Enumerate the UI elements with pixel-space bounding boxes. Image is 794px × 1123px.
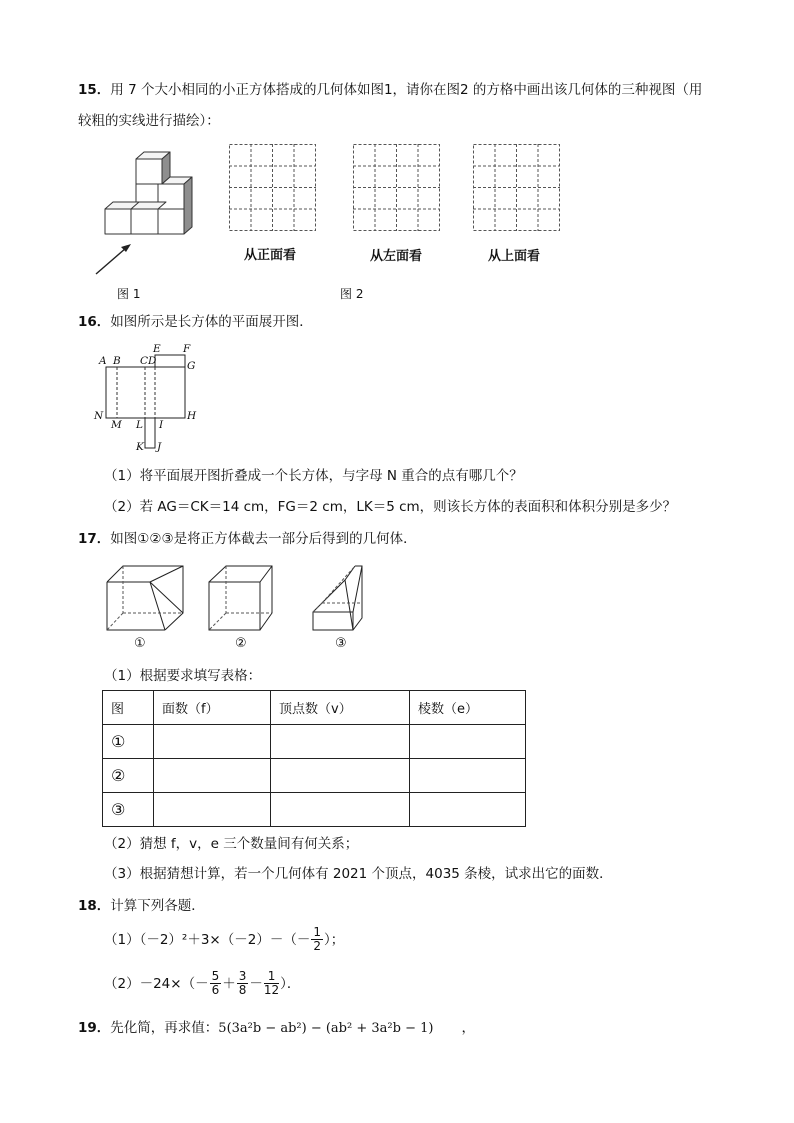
label-M: M xyxy=(111,419,122,431)
answer-cell[interactable] xyxy=(154,759,271,793)
answer-cell[interactable] xyxy=(410,793,526,827)
q17-solid-2 xyxy=(206,566,276,636)
q16-sub1: （1）将平面展开图折叠成一个长方体，与字母 N 重合的点有哪几个？ xyxy=(104,468,523,484)
label-D: D xyxy=(148,355,157,367)
label-B: B xyxy=(113,355,121,367)
q17-fill-table xyxy=(102,690,526,827)
answer-cell[interactable] xyxy=(154,725,271,759)
minus-sign: － xyxy=(249,975,263,992)
q19-number: 19． xyxy=(78,1020,111,1036)
q17-stem-line xyxy=(78,529,417,549)
q15-grid-left xyxy=(353,144,441,232)
q15-fig1-caption: 图 1 xyxy=(117,287,141,301)
q17-solid-3 xyxy=(303,562,373,632)
q18-p2-fraction-2 xyxy=(237,970,249,997)
answer-cell[interactable] xyxy=(271,725,410,759)
q17-sub1: （1）根据要求填写表格： xyxy=(104,668,262,684)
fraction-denominator: 8 xyxy=(238,983,247,997)
label-H: H xyxy=(187,410,197,422)
table-header-row xyxy=(103,691,526,725)
q16-stem-line xyxy=(78,312,313,332)
q18-p1-fraction xyxy=(311,926,323,953)
q17-label-2: ② xyxy=(235,636,247,651)
q15-text: 用 7 个大小相同的小正方体搭成的几何体如图1，请你在图2 的方格中画出该几何体的三种视图（用 xyxy=(110,82,703,98)
q15-grid-top xyxy=(473,144,561,232)
q16-stem: 如图所示是长方体的平面展开图． xyxy=(110,314,313,330)
q19-expression: 5(3a²b − ab²) − (ab² + 3a²b − 1) xyxy=(218,1021,434,1036)
q15-grid-label-left: 从左面看 xyxy=(370,249,423,264)
label-J: J xyxy=(157,441,162,453)
q16-number: 16． xyxy=(78,314,111,330)
label-K: K xyxy=(136,441,144,453)
q15-number: 15． xyxy=(78,82,111,98)
label-I: I xyxy=(159,419,164,431)
table-header-cell: 棱数（e） xyxy=(410,691,526,725)
fraction-numerator: 1 xyxy=(313,925,321,939)
label-C: C xyxy=(140,355,149,367)
table-row-label: ③ xyxy=(103,793,154,827)
q15-fig1-cube-stack xyxy=(92,150,202,280)
label-A: A xyxy=(99,355,107,367)
q15-grid-label-front: 从正面看 xyxy=(244,248,297,263)
q17-sub3: （3）根据猜想计算，若一个几何体有 2021 个顶点，4035 条棱，试求出它的面数． xyxy=(104,866,613,882)
q17-stem: 如图①②③是将正方体截去一部分后得到的几何体． xyxy=(110,531,417,547)
q17-sub2: （2）猜想 f，v，e 三个数量间有何关系； xyxy=(104,836,359,852)
q17-label-3: ③ xyxy=(335,636,347,651)
q18-stem: 计算下列各题． xyxy=(110,898,205,914)
q19-line xyxy=(78,1018,475,1039)
answer-cell[interactable] xyxy=(410,725,526,759)
q15-line1 xyxy=(78,80,702,100)
q18-p2-prefix: （2）－24×（－ xyxy=(104,975,209,992)
q15-grid-label-top: 从上面看 xyxy=(488,249,541,264)
plus-sign: ＋ xyxy=(222,975,236,992)
q16-sub2: （2）若 AG＝CK＝14 cm，FG＝2 cm，LK＝5 cm，则该长方体的表面积和体积分别是多少？ xyxy=(104,499,677,515)
q18-p2-fraction-1 xyxy=(210,970,222,997)
fraction-denominator: 6 xyxy=(211,983,220,997)
fraction-numerator: 5 xyxy=(211,969,220,983)
label-L: L xyxy=(136,419,143,431)
q19-tail: ， xyxy=(461,1020,475,1036)
fraction-numerator: 3 xyxy=(238,969,247,983)
q17-solid-1 xyxy=(104,566,184,636)
table-row xyxy=(103,759,526,793)
fraction-denominator: 12 xyxy=(263,983,280,997)
label-E: E xyxy=(153,343,161,355)
q18-p1-suffix: ）； xyxy=(323,931,345,948)
answer-cell[interactable] xyxy=(154,793,271,827)
table-header-cell: 图 xyxy=(103,691,154,725)
q17-number: 17． xyxy=(78,531,111,547)
label-F: F xyxy=(183,343,191,355)
q18-p1-prefix: （1）（－2）²＋3×（－2）－（－ xyxy=(104,931,311,948)
q18-p2-fraction-3 xyxy=(264,970,279,997)
label-G: G xyxy=(187,360,196,372)
fraction-numerator: 1 xyxy=(264,970,279,984)
table-row-label: ① xyxy=(103,725,154,759)
q18-p2-suffix: ）． xyxy=(280,975,301,992)
q18-number: 18． xyxy=(78,898,111,914)
q18-part2 xyxy=(104,970,300,997)
q15-line2: 较粗的实线进行描绘）： xyxy=(78,113,220,129)
q15-grid-front xyxy=(229,144,317,232)
q15-fig2-caption: 图 2 xyxy=(340,287,364,301)
table-header-cell: 面数（f） xyxy=(154,691,271,725)
q18-part1 xyxy=(104,926,344,953)
answer-cell[interactable] xyxy=(271,793,410,827)
table-row xyxy=(103,725,526,759)
q19-stem: 先化简，再求值： xyxy=(110,1020,219,1036)
table-row xyxy=(103,793,526,827)
q18-stem-line xyxy=(78,896,205,916)
answer-cell[interactable] xyxy=(410,759,526,793)
answer-cell[interactable] xyxy=(271,759,410,793)
table-row-label: ② xyxy=(103,759,154,793)
label-N: N xyxy=(94,410,104,422)
q17-label-1: ① xyxy=(134,636,146,651)
fraction-denominator: 2 xyxy=(313,939,321,953)
table-header-cell: 顶点数（v） xyxy=(271,691,410,725)
